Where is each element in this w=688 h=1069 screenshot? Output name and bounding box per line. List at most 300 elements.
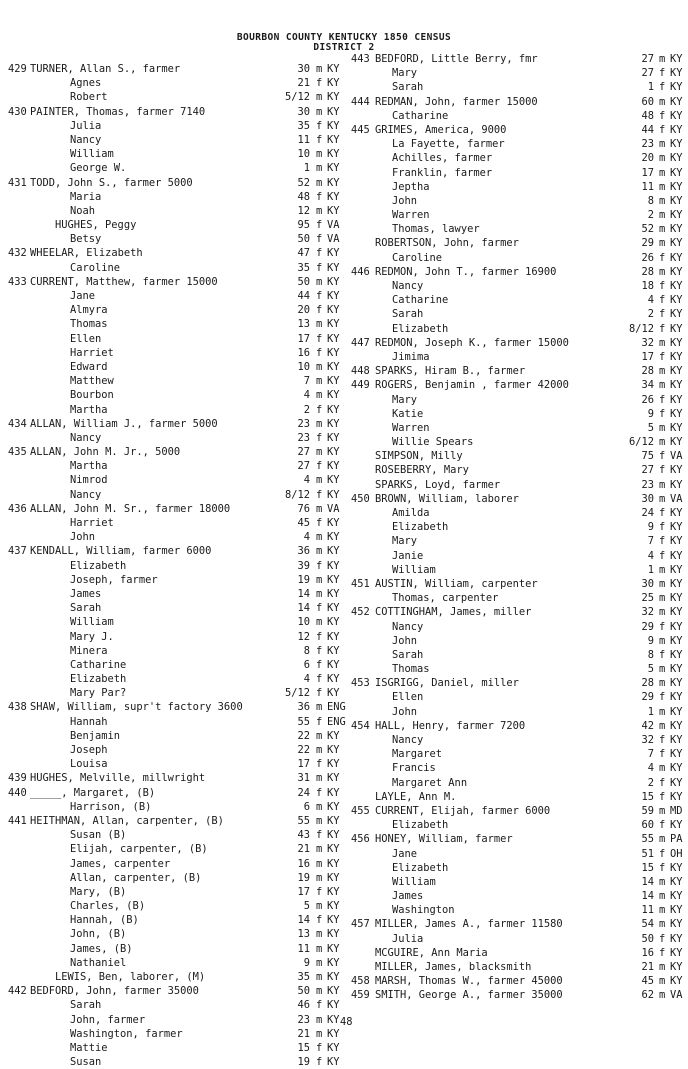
person-age: 10 xyxy=(297,360,310,373)
person-age: 11 xyxy=(297,133,310,146)
person-sex: m xyxy=(316,587,323,600)
person-age: 48 xyxy=(297,190,310,203)
person-sex: m xyxy=(659,833,666,846)
dwelling-number: 431 xyxy=(8,176,27,189)
birthplace: KY xyxy=(327,63,340,75)
person-name: MARSH, Thomas W., farmer 45000 xyxy=(375,975,563,988)
person-age: 1 xyxy=(303,162,310,175)
birthplace: KY xyxy=(670,677,683,690)
person-name: SHAW, William, supr't factory 3600 xyxy=(30,701,243,714)
person-name: Elizabeth xyxy=(392,861,449,874)
birthplace: KY xyxy=(327,658,340,671)
person-age: 15 xyxy=(297,1041,310,1054)
person-age: 47 xyxy=(297,247,310,260)
person-age: 1 xyxy=(647,563,654,576)
person-name: SMITH, George A., farmer 35000 xyxy=(375,989,563,1002)
person-sex: f xyxy=(316,77,323,90)
birthplace: KY xyxy=(670,379,683,392)
census-entry xyxy=(0,913,345,927)
person-age: 27 xyxy=(641,53,654,65)
birthplace: KY xyxy=(670,265,683,278)
person-name: Thomas, carpenter xyxy=(392,592,499,605)
birthplace: KY xyxy=(670,152,683,165)
person-sex: m xyxy=(659,875,666,888)
person-age: 60 xyxy=(641,95,654,108)
person-sex: f xyxy=(316,346,323,359)
person-sex: f xyxy=(659,407,666,420)
birthplace: KY xyxy=(327,772,340,785)
person-sex: m xyxy=(659,918,666,931)
person-age: 12 xyxy=(297,204,310,217)
census-entry xyxy=(0,176,345,190)
person-sex: m xyxy=(316,446,323,459)
person-age: 26 xyxy=(641,393,654,406)
person-age: 26 xyxy=(641,251,654,264)
person-age: 6/12 xyxy=(628,436,654,449)
person-name: Jane xyxy=(392,847,418,860)
census-entry xyxy=(342,236,688,250)
person-sex: m xyxy=(316,971,323,983)
dwelling-number: 437 xyxy=(8,545,27,558)
birthplace: KY xyxy=(670,336,683,349)
person-sex: m xyxy=(659,890,666,903)
person-age: 11 xyxy=(641,904,654,917)
person-sex: m xyxy=(316,545,323,558)
person-age: 28 xyxy=(641,265,654,278)
right-column xyxy=(342,52,688,1003)
person-sex: f xyxy=(316,914,323,927)
person-name: Warren xyxy=(392,209,430,222)
person-age: 7 xyxy=(303,375,310,388)
person-sex: f xyxy=(659,819,666,832)
census-entry xyxy=(342,293,688,307)
person-name: Susan xyxy=(70,1056,102,1069)
person-sex: f xyxy=(316,715,323,728)
person-age: 45 xyxy=(297,517,310,529)
person-age: 17 xyxy=(641,350,654,363)
birthplace: KY xyxy=(327,517,340,529)
person-sex: f xyxy=(659,620,666,633)
census-entry xyxy=(342,648,688,662)
census-entry xyxy=(342,95,688,109)
person-age: 55 xyxy=(297,715,310,728)
census-entry xyxy=(0,502,345,516)
dwelling-number: 434 xyxy=(8,417,27,430)
census-entry xyxy=(342,208,688,222)
birthplace: KY xyxy=(327,403,340,416)
person-sex: m xyxy=(316,744,323,756)
census-entry xyxy=(342,279,688,293)
person-name: Amilda xyxy=(392,507,430,519)
birthplace: KY xyxy=(670,478,683,491)
census-entry xyxy=(342,889,688,903)
person-sex: m xyxy=(659,478,666,491)
person-age: 9 xyxy=(303,956,310,969)
dwelling-number: 448 xyxy=(351,365,370,378)
person-name: SIMPSON, Milly xyxy=(375,450,463,463)
person-age: 60 xyxy=(641,819,654,832)
census-entry xyxy=(0,644,345,658)
person-sex: f xyxy=(316,247,323,260)
census-entry xyxy=(0,530,345,544)
person-name: Catharine xyxy=(392,294,449,307)
census-entry xyxy=(0,700,345,714)
person-age: 8/12 xyxy=(628,322,654,335)
person-sex: f xyxy=(316,332,323,345)
census-entry xyxy=(342,534,688,548)
census-entry xyxy=(0,105,345,119)
person-age: 36 xyxy=(297,701,310,714)
person-sex: m xyxy=(316,573,323,586)
person-sex: f xyxy=(316,673,323,686)
person-name: Sarah xyxy=(70,602,102,615)
person-age: 39 xyxy=(297,559,310,572)
birthplace: KY xyxy=(327,360,340,373)
census-entry xyxy=(342,166,688,180)
census-entry xyxy=(342,776,688,790)
census-entry xyxy=(0,814,345,828)
person-name: CURRENT, Matthew, farmer 15000 xyxy=(30,275,218,288)
birthplace: KY xyxy=(670,407,683,420)
person-age: 21 xyxy=(297,1027,310,1040)
person-age: 20 xyxy=(641,152,654,165)
person-age: 2 xyxy=(303,403,310,416)
census-entry xyxy=(0,601,345,615)
person-age: 21 xyxy=(641,961,654,973)
person-age: 4 xyxy=(303,474,310,487)
person-sex: m xyxy=(659,492,666,505)
dwelling-number: 438 xyxy=(8,701,27,714)
person-name: Sarah xyxy=(70,999,102,1012)
person-name: Martha xyxy=(70,403,108,416)
person-sex: m xyxy=(659,592,666,605)
page-number: 48 xyxy=(340,1016,353,1028)
person-age: 4 xyxy=(647,294,654,307)
person-sex: m xyxy=(316,148,323,161)
birthplace: KY xyxy=(327,602,340,615)
census-entry xyxy=(342,506,688,520)
person-name: Mary xyxy=(392,67,418,80)
person-age: 9 xyxy=(647,634,654,647)
census-entry xyxy=(342,563,688,577)
person-name: Elizabeth xyxy=(70,673,127,686)
census-entry xyxy=(342,307,688,321)
census-entry xyxy=(342,393,688,407)
person-sex: f xyxy=(316,630,323,643)
person-age: 19 xyxy=(297,573,310,586)
person-age: 9 xyxy=(647,407,654,420)
birthplace: KY xyxy=(670,535,683,548)
person-sex: m xyxy=(659,336,666,349)
person-sex: m xyxy=(659,223,666,236)
person-name: Ellen xyxy=(392,691,424,704)
person-age: 35 xyxy=(297,261,310,274)
person-sex: m xyxy=(316,275,323,288)
person-name: Mary xyxy=(392,535,418,548)
person-name: John, (B) xyxy=(70,928,127,941)
person-sex: m xyxy=(659,237,666,250)
person-name: Agnes xyxy=(70,77,102,90)
dwelling-number: 441 xyxy=(8,814,27,827)
person-sex: m xyxy=(659,663,666,676)
census-entry xyxy=(0,942,345,956)
person-name: Caroline xyxy=(70,261,121,274)
birthplace: KY xyxy=(670,109,683,122)
census-entry xyxy=(0,757,345,771)
person-age: 1 xyxy=(647,81,654,94)
person-name: Joseph xyxy=(70,744,108,756)
census-entry xyxy=(0,956,345,970)
person-age: 2 xyxy=(647,776,654,789)
birthplace: KY xyxy=(327,389,340,402)
person-name: Janie xyxy=(392,549,424,562)
person-sex: m xyxy=(316,985,323,998)
census-entry xyxy=(0,246,345,260)
person-sex: m xyxy=(659,677,666,690)
census-entry xyxy=(342,109,688,123)
person-sex: f xyxy=(659,847,666,860)
person-sex: f xyxy=(659,734,666,746)
census-entry xyxy=(0,871,345,885)
birthplace: OH xyxy=(670,847,683,860)
person-name: John, farmer xyxy=(70,1013,146,1026)
person-sex: f xyxy=(316,1041,323,1054)
birthplace: KY xyxy=(327,91,340,104)
person-sex: f xyxy=(316,460,323,473)
person-name: TURNER, Allan S., farmer xyxy=(30,63,181,75)
person-age: 28 xyxy=(641,677,654,690)
person-age: 14 xyxy=(641,890,654,903)
person-age: 16 xyxy=(297,857,310,870)
census-entry xyxy=(0,317,345,331)
census-entry xyxy=(0,899,345,913)
person-name: Maria xyxy=(70,190,102,203)
birthplace: KY xyxy=(327,928,340,941)
birthplace: KY xyxy=(670,620,683,633)
person-name: Edward xyxy=(70,360,108,373)
census-entry xyxy=(342,875,688,889)
person-age: 27 xyxy=(297,446,310,459)
birthplace: KY xyxy=(670,861,683,874)
person-name: BROWN, William, laborer xyxy=(375,492,519,505)
person-sex: f xyxy=(659,81,666,94)
birthplace: KY xyxy=(670,209,683,222)
person-sex: m xyxy=(316,531,323,544)
person-age: 27 xyxy=(297,460,310,473)
census-entry xyxy=(342,66,688,80)
birthplace: KY xyxy=(327,800,340,813)
person-age: 17 xyxy=(297,758,310,771)
person-name: Nathaniel xyxy=(70,956,127,969)
person-sex: m xyxy=(659,379,666,392)
birthplace: KY xyxy=(327,460,340,473)
census-entry xyxy=(0,459,345,473)
census-entry xyxy=(0,488,345,502)
census-entry xyxy=(0,885,345,899)
person-age: 20 xyxy=(297,304,310,317)
person-sex: m xyxy=(659,975,666,988)
person-age: 15 xyxy=(641,790,654,803)
person-sex: f xyxy=(659,946,666,959)
census-entry xyxy=(342,478,688,492)
person-name: Katie xyxy=(392,407,424,420)
census-entry xyxy=(0,970,345,984)
person-name: Hannah, (B) xyxy=(70,914,139,927)
birthplace: KY xyxy=(327,914,340,927)
person-sex: m xyxy=(316,900,323,913)
person-sex: m xyxy=(316,928,323,941)
birthplace: KY xyxy=(327,999,340,1012)
person-name: Catharine xyxy=(70,658,127,671)
birthplace: KY xyxy=(670,53,683,65)
person-name: ROBERTSON, John, farmer xyxy=(375,237,519,250)
census-entry xyxy=(0,303,345,317)
person-sex: f xyxy=(316,261,323,274)
person-name: Benjamin xyxy=(70,729,121,742)
dwelling-number: 457 xyxy=(351,918,370,931)
person-sex: f xyxy=(316,687,323,700)
census-entry xyxy=(0,573,345,587)
census-entry xyxy=(0,445,345,459)
person-age: 10 xyxy=(297,148,310,161)
birthplace: VA xyxy=(327,502,340,515)
person-age: 7 xyxy=(647,535,654,548)
person-name: John xyxy=(70,531,96,544)
person-sex: m xyxy=(316,204,323,217)
person-name: Julia xyxy=(70,119,102,132)
dwelling-number: 436 xyxy=(8,502,27,515)
birthplace: KY xyxy=(327,956,340,969)
person-name: Mary Par? xyxy=(70,687,127,700)
person-sex: m xyxy=(316,956,323,969)
person-age: 30 xyxy=(297,105,310,118)
person-sex: f xyxy=(659,790,666,803)
person-age: 9 xyxy=(647,521,654,534)
person-name: Margaret Ann xyxy=(392,776,468,789)
person-age: 4 xyxy=(303,389,310,402)
dwelling-number: 456 xyxy=(351,833,370,846)
birthplace: KY xyxy=(327,375,340,388)
census-entry xyxy=(0,1055,345,1069)
dwelling-number: 443 xyxy=(351,53,370,65)
birthplace: KY xyxy=(670,719,683,732)
person-name: HEITHMAN, Allan, carpenter, (B) xyxy=(30,814,224,827)
person-name: MILLER, James, blacksmith xyxy=(375,961,532,973)
census-entry xyxy=(0,828,345,842)
person-sex: m xyxy=(316,1027,323,1040)
dwelling-number: 433 xyxy=(8,275,27,288)
dwelling-number: 459 xyxy=(351,989,370,1002)
person-sex: m xyxy=(659,436,666,449)
birthplace: KY xyxy=(670,946,683,959)
person-sex: m xyxy=(316,91,323,104)
birthplace: KY xyxy=(670,393,683,406)
person-sex: f xyxy=(316,517,323,529)
census-entry xyxy=(342,620,688,634)
person-age: 10 xyxy=(297,616,310,629)
birthplace: KY xyxy=(670,67,683,80)
person-name: Warren xyxy=(392,421,430,434)
birthplace: KY xyxy=(327,1027,340,1040)
person-sex: m xyxy=(659,719,666,732)
person-name: Minera xyxy=(70,644,108,657)
person-name: Nancy xyxy=(70,133,102,146)
person-name: Franklin, farmer xyxy=(392,166,493,179)
person-name: Jimima xyxy=(392,350,430,363)
person-name: James, (B) xyxy=(70,942,133,955)
person-name: Nancy xyxy=(392,620,424,633)
person-sex: m xyxy=(316,63,323,75)
person-name: Washington, farmer xyxy=(70,1027,183,1040)
birthplace: KY xyxy=(670,790,683,803)
person-sex: f xyxy=(316,1056,323,1069)
person-sex: m xyxy=(316,857,323,870)
person-name: COTTINGHAM, James, miller xyxy=(375,606,532,619)
birthplace: KY xyxy=(670,592,683,605)
birthplace: KY xyxy=(670,918,683,931)
person-name: Margaret xyxy=(392,748,443,761)
birthplace: KY xyxy=(670,294,683,307)
person-sex: m xyxy=(659,804,666,817)
census-entry xyxy=(342,719,688,733)
person-sex: m xyxy=(659,209,666,222)
person-name: Nancy xyxy=(70,488,102,501)
person-age: 27 xyxy=(641,464,654,477)
birthplace: KY xyxy=(327,559,340,572)
person-age: 44 xyxy=(641,123,654,136)
person-sex: m xyxy=(316,800,323,813)
person-age: 21 xyxy=(297,77,310,90)
person-name: CURRENT, Elijah, farmer 6000 xyxy=(375,804,551,817)
person-age: 17 xyxy=(297,885,310,898)
birthplace: KY xyxy=(670,81,683,94)
person-sex: m xyxy=(659,989,666,1002)
birthplace: KY xyxy=(670,748,683,761)
birthplace: KY xyxy=(670,975,683,988)
person-age: 6 xyxy=(303,658,310,671)
census-entry xyxy=(342,988,688,1002)
person-name: ROSEBERRY, Mary xyxy=(375,464,469,477)
birthplace: KY xyxy=(670,194,683,207)
census-entry xyxy=(0,1027,345,1041)
census-entry xyxy=(342,492,688,506)
birthplace: KY xyxy=(670,762,683,775)
census-entry xyxy=(0,133,345,147)
person-name: Nancy xyxy=(70,431,102,444)
birthplace: KY xyxy=(670,365,683,378)
person-name: Elizabeth xyxy=(392,322,449,335)
person-sex: m xyxy=(316,616,323,629)
person-age: 5/12 xyxy=(284,687,310,700)
person-age: 55 xyxy=(641,833,654,846)
person-age: 28 xyxy=(641,365,654,378)
birthplace: KY xyxy=(327,814,340,827)
person-name: BEDFORD, John, farmer 35000 xyxy=(30,985,199,998)
birthplace: KY xyxy=(327,1013,340,1026)
census-entry xyxy=(342,974,688,988)
birthplace: KY xyxy=(327,474,340,487)
person-sex: m xyxy=(316,389,323,402)
person-name: REDMAN, John, farmer 15000 xyxy=(375,95,538,108)
person-age: 24 xyxy=(297,786,310,799)
person-name: William xyxy=(392,875,436,888)
person-age: 5 xyxy=(303,900,310,913)
person-age: 17 xyxy=(641,166,654,179)
person-age: 1 xyxy=(647,705,654,718)
person-age: 14 xyxy=(297,602,310,615)
person-name: Nancy xyxy=(392,280,424,292)
person-age: 23 xyxy=(297,431,310,444)
